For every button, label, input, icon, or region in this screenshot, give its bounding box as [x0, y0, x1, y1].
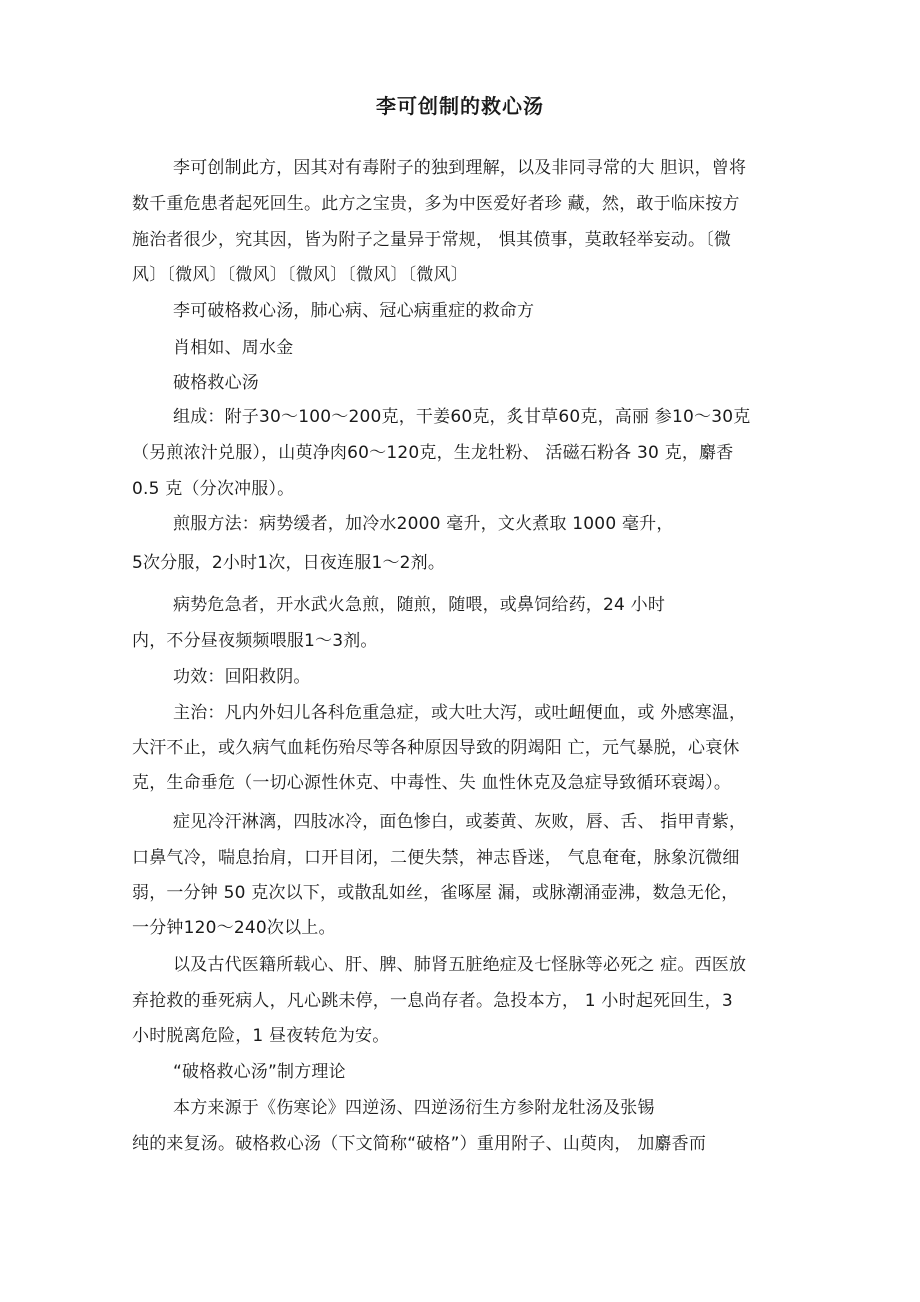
- emergency-line-2: 内，不分昼夜频频喂服1～3剂。: [132, 631, 378, 651]
- indication-line-1: 主治：凡内外妇儿各科危重急症，或大吐大泻，或吐衄便血，或 外感寒温，: [173, 703, 747, 723]
- ancient-line-3: 小时脱离危险，1 昼夜转危为安。: [132, 1026, 390, 1046]
- paragraph-intro-line-2: 数千重危患者起死回生。此方之宝贵，多为中医爱好者珍 藏，然，敢于临床按方: [132, 194, 740, 214]
- document-title: 李可创制的救心汤: [376, 94, 544, 118]
- subtitle-line: 李可破格救心汤，肺心病、冠心病重症的救命方: [173, 301, 535, 321]
- composition-line-3: 0.5 克（分次冲服）。: [132, 479, 295, 499]
- theory-line-1: 本方来源于《伤寒论》四逆汤、四逆汤衍生方参附龙牡汤及张锡: [173, 1098, 655, 1118]
- symptoms-line-3: 弱，一分钟 50 克次以下，或散乱如丝，雀啄屋 漏，或脉潮涌壶沸，数急无伦，: [132, 883, 739, 903]
- indication-line-2: 大汗不止，或久病气血耗伤殆尽等各种原因导致的阴竭阳 亡，元气暴脱，心衰休: [132, 738, 740, 758]
- recipe-name-line: 破格救心汤: [173, 373, 259, 393]
- section-heading: “破格救心汤”制方理论: [173, 1062, 346, 1082]
- theory-line-2: 纯的来复汤。破格救心汤（下文简称“破格”）重用附子、山萸肉， 加麝香而: [132, 1134, 707, 1154]
- composition-line-2: （另煎浓汁兑服），山萸净肉60～120克，生龙牡粉、 活磁石粉各 30 克，麝香: [132, 443, 734, 463]
- emergency-line-1: 病势危急者，开水武火急煎，随煎，随喂，或鼻饲给药，24 小时: [173, 595, 666, 615]
- efficacy-line: 功效：回阳救阴。: [173, 667, 311, 687]
- paragraph-intro-line-3: 施治者很少，究其因，皆为附子之量异于常规， 惧其偾事，莫敢轻举妄动。〔微: [132, 230, 732, 250]
- ancient-line-2: 弃抢救的垂死病人，凡心跳未停，一息尚存者。急投本方， 1 小时起死回生，3: [132, 991, 733, 1011]
- composition-line-1: 组成：附子30～100～200克，干姜60克，炙甘草60克，高丽 参10～30克: [173, 407, 751, 427]
- method-line-1: 煎服方法：病势缓者，加冷水2000 毫升，文火煮取 1000 毫升，: [173, 514, 674, 534]
- ancient-line-1: 以及古代医籍所载心、肝、脾、肺肾五脏绝症及七怪脉等必死之 症。西医放: [173, 955, 747, 975]
- author-line: 肖相如、周水金: [173, 338, 294, 358]
- paragraph-intro-line-4: 风〕〔微风〕〔微风〕〔微风〕〔微风〕〔微风〕: [132, 265, 468, 285]
- paragraph-intro-line-1: 李可创制此方，因其对有毒附子的独到理解，以及非同寻常的大 胆识，曾将: [173, 158, 747, 178]
- indication-line-3: 克，生命垂危（一切心源性休克、中毒性、失 血性休克及急症导致循环衰竭）。: [132, 773, 732, 793]
- symptoms-line-1: 症见冷汗淋漓，四肢冰冷，面色惨白，或萎黄、灰败，唇、舌、 指甲青紫，: [173, 812, 747, 832]
- symptoms-line-2: 口鼻气冷，喘息抬肩，口开目闭，二便失禁，神志昏迷， 气息奄奄，脉象沉微细: [132, 848, 740, 868]
- symptoms-line-4: 一分钟120～240次以上。: [132, 918, 336, 938]
- method-line-2: 5次分服，2小时1次，日夜连服1～2剂。: [132, 553, 446, 573]
